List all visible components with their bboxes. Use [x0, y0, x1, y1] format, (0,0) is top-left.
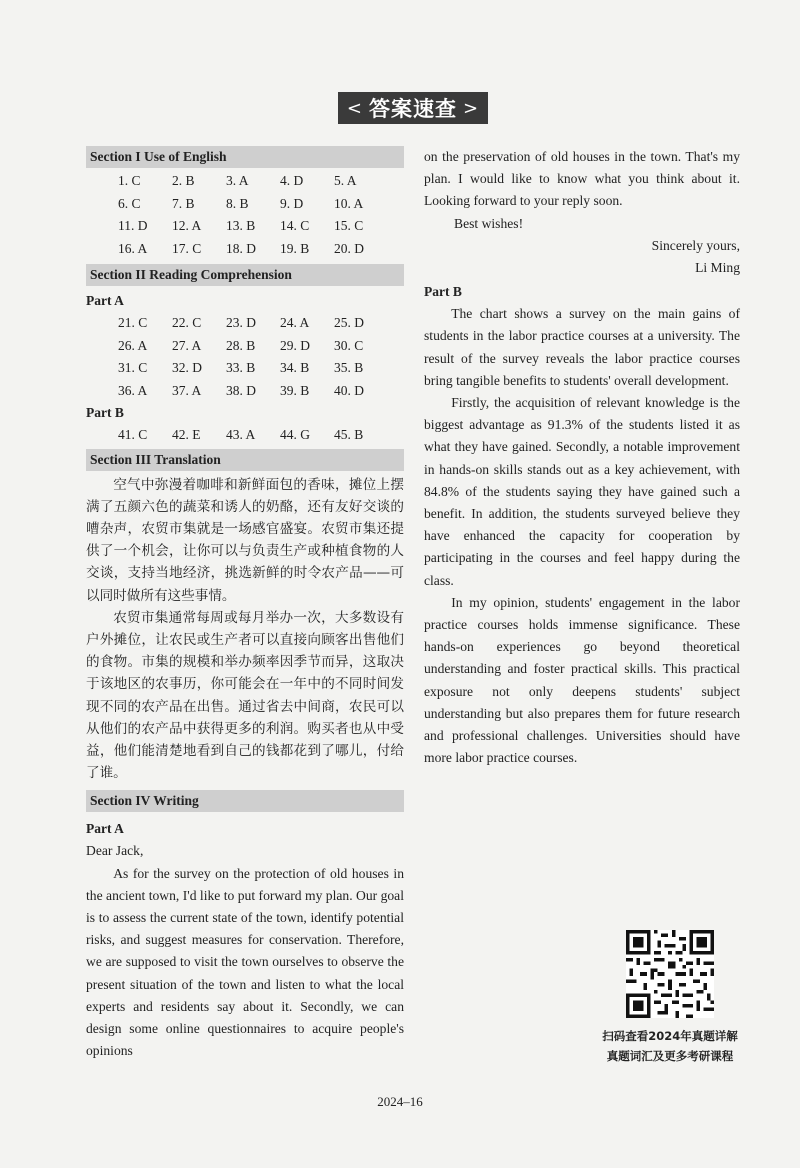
section-1-answers — [86, 170, 404, 260]
section-2-part-b-answers — [86, 424, 404, 447]
essay-paragraph: Firstly, the acquisition of relevant knowledge is the biggest advantage as 91.3% of the students listed it as what they have gained. Secondly, a notable improvement in hands-on skills stands out as a key achievement, with 84.8% of the students saying they have gained such a benefit. In addition, the students surveyed believe they have enhanced the capacity for cooperation by participating in the courses and feel happy during the class. — [424, 395, 740, 588]
translation-paragraph: 空气中弥漫着咖啡和新鲜面包的香味，摊位上摆满了五颜六色的蔬菜和诱人的奶酪，还有友好交谈的嘈杂声，农贸市集就是一场感官盛宴。农贸市集还提供了一个机会，让你可以与负责生产或种植食物的人交谈，支持当地经济，挑选新鲜的时令农产品——可以同时做所有这些事情。 — [86, 476, 404, 604]
essay-paragraph: In my opinion, students' engagement in the labor practice courses holds immense significance. These hands-on experiences go beyond theoretical understanding and foster practical skills. This practical exposure not only deepens students' subject understanding but also prepares them for future research and professional challenges. Universities should have more labor practice courses. — [424, 594, 740, 766]
page-number: 2024–16 — [377, 1094, 423, 1109]
answer-row: 31. C 32. D 33. B 34. B 35. B — [118, 360, 364, 375]
answer-row: 11. D 12. A 13. B 14. C 15. C — [118, 218, 364, 233]
left-chevron-icon: < — [346, 97, 363, 119]
answer-banner — [338, 92, 488, 124]
section-4-part-b-label: Part B — [424, 284, 462, 300]
section-2-heading: Section II Reading Comprehension — [86, 264, 404, 286]
qr-caption-line-1: 扫码查看2024年真题详解 — [602, 1029, 738, 1043]
answer-row: 16. A 17. C 18. D 19. B 20. D — [118, 240, 364, 256]
section-2-part-b-label: Part B — [86, 405, 124, 420]
answer-row: 6. C 7. B 8. B 9. D 10. A — [118, 195, 364, 211]
section-1-heading: Section I Use of English — [86, 146, 404, 168]
qr-caption-line-2: 真题词汇及更多考研课程 — [606, 1049, 734, 1063]
answer-row: 41. C 42. E 43. A 44. G 45. B — [118, 427, 364, 442]
answer-row: 36. A 37. A 38. D 39. B 40. D — [118, 382, 364, 398]
section-3-heading: Section III Translation — [86, 449, 404, 471]
section-4-part-a-label: Part A — [86, 821, 124, 837]
right-column — [424, 146, 740, 769]
left-column — [86, 146, 404, 1062]
section-2-part-a-answers — [86, 312, 404, 402]
letter-salutation: Dear Jack, — [86, 843, 144, 859]
letter-body: As for the survey on the protection of old houses in the ancient town, I'd like to put forward my plan. Our goal is to assess the current state of the town, identify potential risks, and suggest measures for conservation. Therefore, we are supposed to visit the town ourselves to observe the present situation of the town and listen to what the local experts and residents say about it. Secondly, we can design some online questionnaires to acquire people's opinions — [86, 865, 404, 1059]
letter-signoff: Sincerely yours, — [651, 237, 740, 253]
answer-row: 21. C 22. C 23. D 24. A 25. D — [118, 315, 364, 330]
section-4-heading: Section IV Writing — [86, 790, 404, 812]
essay-text — [424, 303, 740, 769]
letter-continued-block — [424, 146, 740, 279]
letter-signature: Li Ming — [695, 260, 740, 276]
translation-text — [86, 474, 404, 785]
letter-text — [86, 840, 404, 1062]
right-chevron-icon: > — [463, 97, 480, 119]
essay-paragraph: The chart shows a survey on the main gains of students in the labor practice courses at a university. The result of the survey reveals the labor practice courses bring tangible benefits to students' overall development. — [424, 306, 740, 388]
banner-title: 答案速查 — [369, 97, 457, 121]
answer-row: 1. C 2. B 3. A 4. D 5. A — [118, 173, 357, 188]
letter-closing: Best wishes! — [454, 215, 524, 231]
section-2-part-a-label: Part A — [86, 293, 124, 308]
letter-continued: on the preservation of old houses in the town. That's my plan. I would like to know what you think about it. Looking forward to your reply soon. — [424, 149, 740, 209]
answer-row: 26. A 27. A 28. B 29. D 30. C — [118, 337, 364, 353]
translation-paragraph: 农贸市集通常每周或每月举办一次，大多数设有户外摊位，让农民或生产者可以直接向顾客出售他们的食物。市集的规模和举办频率因季节而异，这取决于该地区的农事历，你可能会在一年中的不同时间发现不同的农产品在出售。通过省去中间商，农民可以从他们的农产品中获得更多的利润。购买者也从中受益，他们能清楚地看到自己的钱都花到了哪儿，付给了谁。 — [86, 609, 404, 782]
qr-code-icon[interactable] — [626, 930, 714, 1018]
